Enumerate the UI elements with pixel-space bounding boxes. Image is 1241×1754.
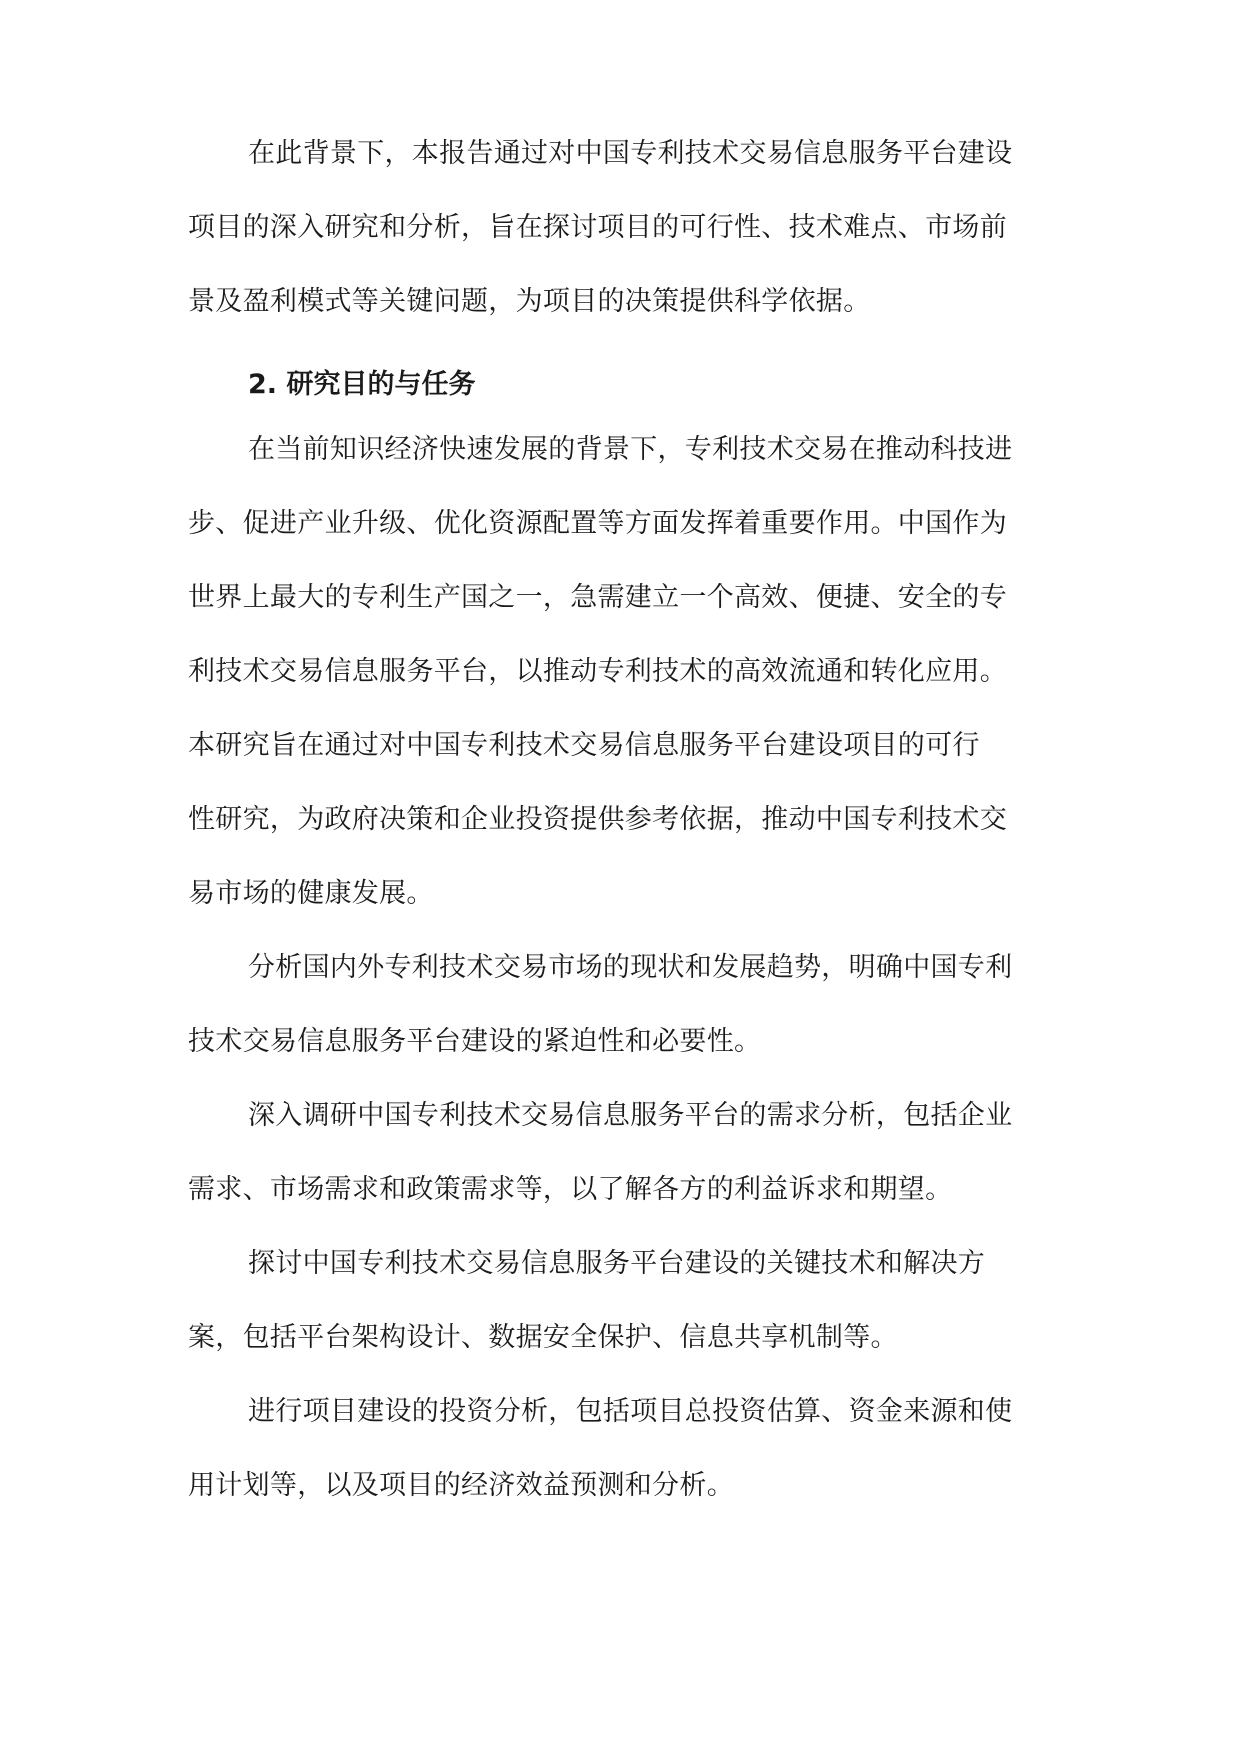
paragraph-line: 进行项目建设的投资分析，包括项目总投资估算、资金来源和使: [248, 1396, 1013, 1427]
paragraph-line: 性研究，为政府决策和企业投资提供参考依据，推动中国专利技术交: [188, 804, 1007, 835]
paragraph-line: 技术交易信息服务平台建设的紧迫性和必要性。: [188, 1026, 762, 1057]
paragraph-line: 用计划等，以及项目的经济效益预测和分析。: [188, 1470, 734, 1501]
paragraph-line: 案，包括平台架构设计、数据安全保护、信息共享机制等。: [188, 1322, 898, 1353]
paragraph-line: 景及盈利模式等关键问题，为项目的决策提供科学依据。: [188, 286, 871, 317]
paragraph-line: 探讨中国专利技术交易信息服务平台建设的关键技术和解决方: [248, 1248, 986, 1279]
paragraph-line: 在当前知识经济快速发展的背景下，专利技术交易在推动科技进: [248, 434, 1013, 465]
paragraph-line: 项目的深入研究和分析，旨在探讨项目的可行性、技术难点、市场前: [188, 212, 1007, 243]
paragraph-line: 利技术交易信息服务平台，以推动专利技术的高效流通和转化应用。: [188, 656, 1007, 687]
paragraph-line: 世界上最大的专利生产国之一，急需建立一个高效、便捷、安全的专: [188, 582, 1007, 613]
section-heading: 2. 研究目的与任务: [248, 369, 476, 400]
paragraph-line: 需求、市场需求和政策需求等，以了解各方的利益诉求和期望。: [188, 1174, 953, 1205]
paragraph-line: 在此背景下，本报告通过对中国专利技术交易信息服务平台建设: [248, 138, 1013, 169]
paragraph-line: 易市场的健康发展。: [188, 878, 434, 909]
paragraph-line: 深入调研中国专利技术交易信息服务平台的需求分析，包括企业: [248, 1100, 1013, 1131]
paragraph-line: 分析国内外专利技术交易市场的现状和发展趋势，明确中国专利: [248, 952, 1013, 983]
paragraph-line: 步、促进产业升级、优化资源配置等方面发挥着重要作用。中国作为: [188, 508, 1007, 539]
paragraph-line: 本研究旨在通过对中国专利技术交易信息服务平台建设项目的可行: [188, 730, 980, 761]
